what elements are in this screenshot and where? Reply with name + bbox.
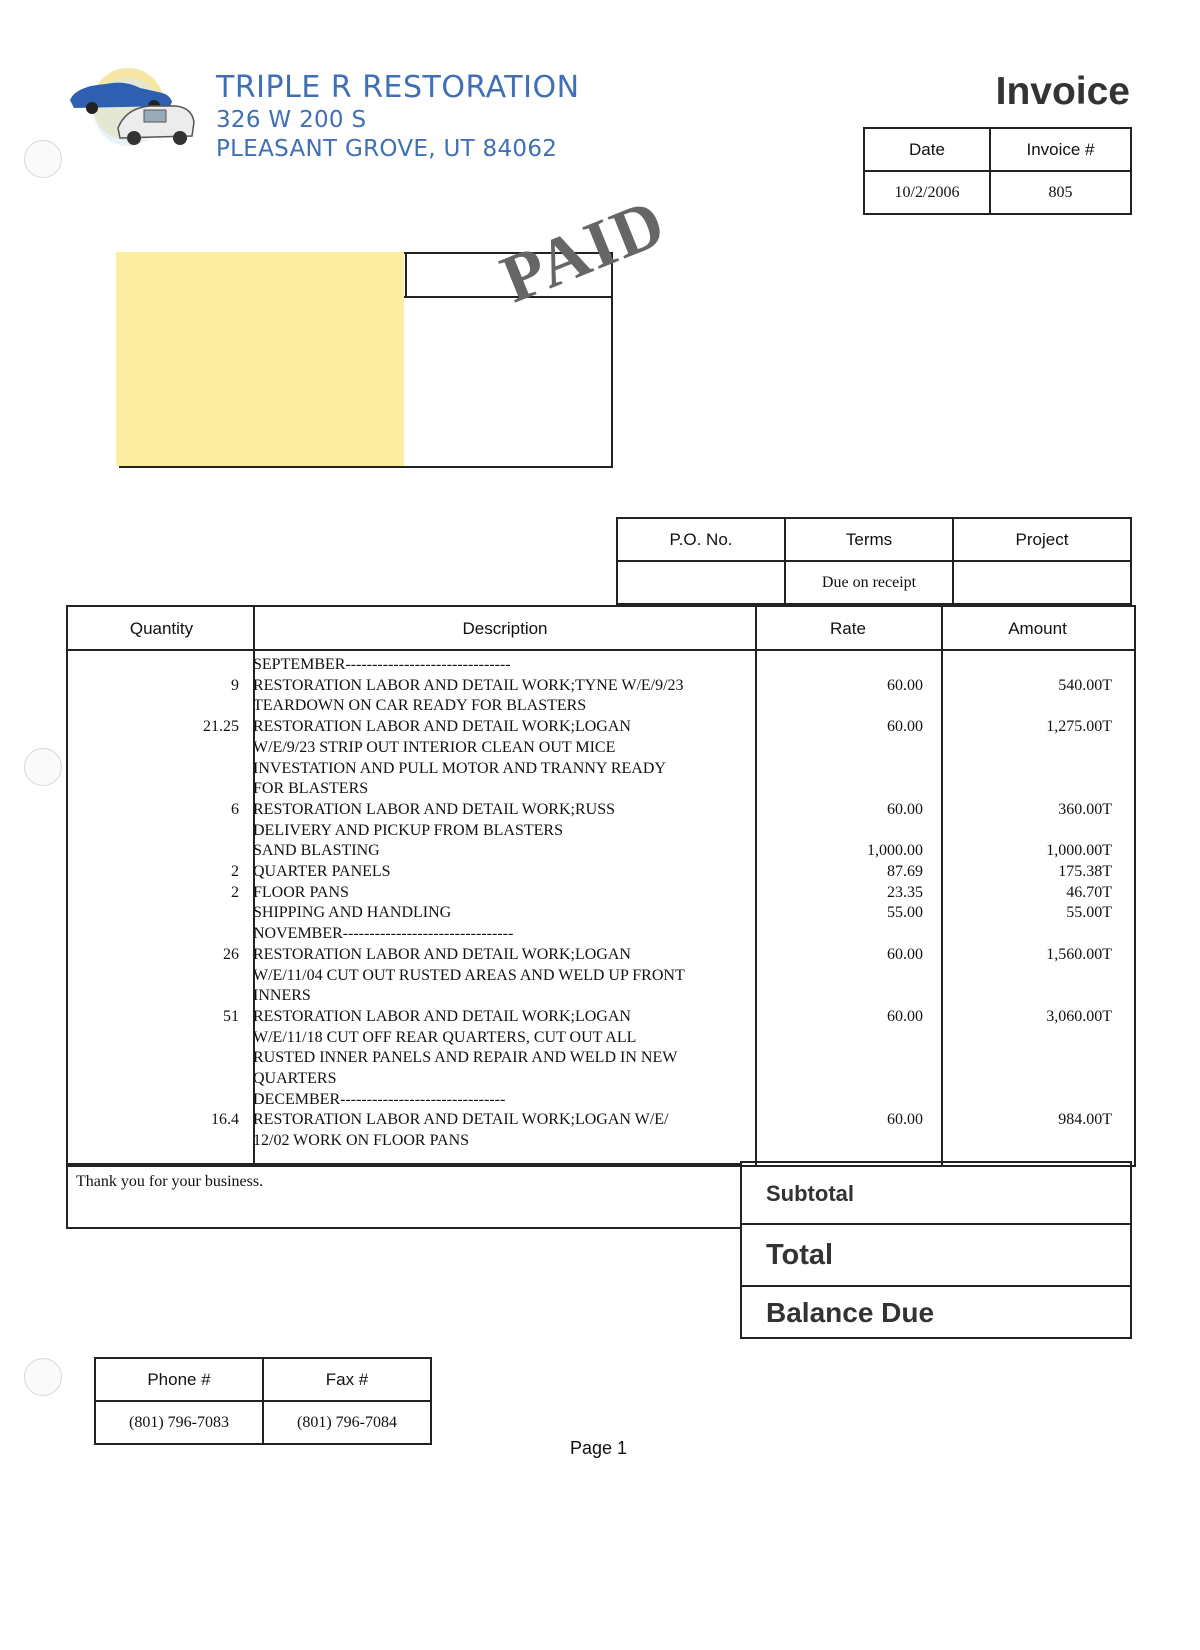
amount-header: Amount	[1008, 619, 1067, 638]
description-line: RESTORATION LABOR AND DETAIL WORK;LOGAN	[253, 718, 631, 736]
quantity-cell	[68, 841, 245, 862]
table-row	[68, 1007, 1134, 1090]
description-line: FLOOR PANS	[253, 883, 349, 901]
punch-hole	[24, 140, 62, 178]
line-items-body	[68, 655, 1134, 1152]
table-row	[68, 862, 1134, 883]
amount-cell	[929, 655, 1116, 676]
description-line: RESTORATION LABOR AND DETAIL WORK;LOGAN	[253, 945, 631, 963]
description-cell	[245, 883, 743, 904]
quantity-cell	[68, 655, 245, 676]
description-cell	[245, 676, 743, 717]
quantity-cell: 16.4	[211, 1111, 239, 1129]
paid-stamp: PAID	[490, 183, 677, 318]
table-row	[68, 655, 1134, 676]
description-cell	[245, 1110, 743, 1151]
quantity-cell	[68, 903, 245, 924]
classic-cars-logo-icon	[66, 62, 206, 157]
description-line: RESTORATION LABOR AND DETAIL WORK;TYNE W/E/9/23	[253, 676, 684, 694]
table-row	[68, 924, 1134, 945]
invoice-number-label: Invoice #	[990, 128, 1131, 171]
po-number-label: P.O. No.	[617, 518, 785, 561]
quantity-cell: 6	[231, 800, 239, 818]
description-line: QUARTER PANELS	[253, 863, 391, 881]
project-value	[953, 561, 1131, 604]
quantity-cell: 21.25	[203, 718, 239, 736]
quantity-header: Quantity	[129, 619, 194, 638]
date-label: Date	[864, 128, 990, 171]
description-line: INNERS	[253, 987, 311, 1005]
fax-label: Fax #	[263, 1358, 431, 1401]
quantity-cell	[68, 1090, 245, 1111]
description-line: RUSTED INNER PANELS AND REPAIR AND WELD IN NEW	[253, 1049, 678, 1067]
amount-cell	[929, 1090, 1116, 1111]
rate-cell: 55.00	[887, 904, 923, 922]
description-cell	[245, 655, 743, 676]
sticky-note-redaction	[116, 252, 404, 466]
rate-cell: 60.00	[887, 945, 923, 963]
table-row	[68, 945, 1134, 1007]
description-cell	[245, 800, 743, 841]
description-cell	[245, 945, 743, 1007]
phone-value: (801) 796-7083	[95, 1401, 263, 1444]
description-line: INVESTATION AND PULL MOTOR AND TRANNY READY	[253, 759, 666, 777]
amount-cell: 360.00T	[1058, 800, 1112, 818]
thanks-message: Thank you for your business.	[76, 1173, 264, 1190]
terms-label: Terms	[785, 518, 953, 561]
amount-cell: 46.70T	[1066, 883, 1112, 901]
rate-cell: 87.69	[887, 863, 923, 881]
description-line: W/E/11/18 CUT OFF REAR QUARTERS, CUT OUT ALL	[253, 1028, 637, 1046]
page-number: Page 1	[570, 1438, 628, 1458]
description-line: RESTORATION LABOR AND DETAIL WORK;LOGAN W/E/	[253, 1111, 669, 1129]
description-cell	[245, 903, 743, 924]
description-line: DECEMBER-------------------------------	[253, 1090, 506, 1108]
company-header	[216, 70, 580, 164]
total-label: Total	[766, 1239, 834, 1271]
description-cell	[245, 862, 743, 883]
contact-table	[94, 1357, 432, 1445]
punch-hole	[24, 1358, 62, 1396]
description-line: SHIPPING AND HANDLING	[253, 904, 452, 922]
description-line: RESTORATION LABOR AND DETAIL WORK;RUSS	[253, 800, 615, 818]
project-label: Project	[953, 518, 1131, 561]
balance-due-row	[740, 1285, 1132, 1339]
description-line: SAND BLASTING	[253, 842, 380, 860]
phone-label: Phone #	[95, 1358, 263, 1401]
punch-hole	[24, 748, 62, 786]
quantity-cell: 9	[231, 676, 239, 694]
totals-box	[740, 1163, 1132, 1339]
total-row	[740, 1223, 1132, 1287]
invoice-number-value: 805	[990, 171, 1131, 214]
description-line: DELIVERY AND PICKUP FROM BLASTERS	[253, 821, 563, 839]
terms-value: Due on receipt	[785, 561, 953, 604]
line-items-header	[68, 607, 1134, 651]
po-number-value	[617, 561, 785, 604]
balance-due-label: Balance Due	[766, 1297, 935, 1328]
rate-cell: 23.35	[887, 883, 923, 901]
rate-cell: 60.00	[887, 1007, 923, 1025]
table-row	[68, 883, 1134, 904]
quantity-cell: 26	[223, 945, 239, 963]
description-line: W/E/11/04 CUT OUT RUSTED AREAS AND WELD UP FRONT	[253, 966, 685, 984]
invoice-meta-table	[863, 127, 1132, 215]
amount-cell: 1,560.00T	[1046, 945, 1112, 963]
subtotal-row	[740, 1161, 1132, 1225]
amount-cell: 984.00T	[1058, 1111, 1112, 1129]
amount-cell: 540.00T	[1058, 676, 1112, 694]
subtotal-label: Subtotal	[766, 1181, 854, 1206]
description-line: NOVEMBER--------------------------------	[253, 925, 514, 943]
description-cell	[245, 841, 743, 862]
rate-cell	[743, 655, 929, 676]
description-line: FOR BLASTERS	[253, 780, 369, 798]
description-line: QUARTERS	[253, 1070, 337, 1088]
line-items-table	[66, 605, 1136, 1167]
amount-cell: 3,060.00T	[1046, 1007, 1112, 1025]
quantity-cell: 51	[223, 1007, 239, 1025]
description-line: RESTORATION LABOR AND DETAIL WORK;LOGAN	[253, 1007, 631, 1025]
company-address-line2: PLEASANT GROVE, UT 84062	[216, 136, 558, 162]
order-info-table	[616, 517, 1132, 605]
rate-cell	[743, 1090, 929, 1111]
description-header: Description	[462, 619, 548, 638]
table-row	[68, 1110, 1134, 1151]
table-row	[68, 800, 1134, 841]
description-line: SEPTEMBER-------------------------------	[253, 656, 511, 673]
rate-cell: 60.00	[887, 1111, 923, 1129]
rate-cell: 1,000.00	[867, 842, 923, 860]
rate-cell	[743, 924, 929, 945]
amount-cell: 55.00T	[1066, 904, 1112, 922]
description-cell	[245, 1090, 743, 1111]
fax-value: (801) 796-7084	[263, 1401, 431, 1444]
rate-cell: 60.00	[887, 800, 923, 818]
description-cell	[245, 924, 743, 945]
rate-cell: 60.00	[887, 718, 923, 736]
thanks-box	[66, 1163, 742, 1229]
rate-cell: 60.00	[887, 676, 923, 694]
company-name: TRIPLE R RESTORATION	[216, 70, 580, 105]
table-row	[68, 841, 1134, 862]
description-line: TEARDOWN ON CAR READY FOR BLASTERS	[253, 697, 587, 715]
table-row	[68, 676, 1134, 717]
company-address-line1: 326 W 200 S	[216, 107, 367, 133]
table-row	[68, 1090, 1134, 1111]
rate-header: Rate	[830, 619, 866, 638]
quantity-cell: 2	[231, 883, 239, 901]
date-value: 10/2/2006	[864, 171, 990, 214]
amount-cell: 1,000.00T	[1046, 842, 1112, 860]
quantity-cell: 2	[231, 863, 239, 881]
amount-cell: 1,275.00T	[1046, 718, 1112, 736]
table-row	[68, 717, 1134, 800]
amount-cell	[929, 924, 1116, 945]
document-title: Invoice	[995, 70, 1130, 113]
description-line: 12/02 WORK ON FLOOR PANS	[253, 1132, 470, 1150]
quantity-cell	[68, 924, 245, 945]
amount-cell: 175.38T	[1058, 863, 1112, 881]
table-row	[68, 903, 1134, 924]
description-line: W/E/9/23 STRIP OUT INTERIOR CLEAN OUT MICE	[253, 738, 616, 756]
description-cell	[245, 1007, 743, 1090]
description-cell	[245, 717, 743, 800]
